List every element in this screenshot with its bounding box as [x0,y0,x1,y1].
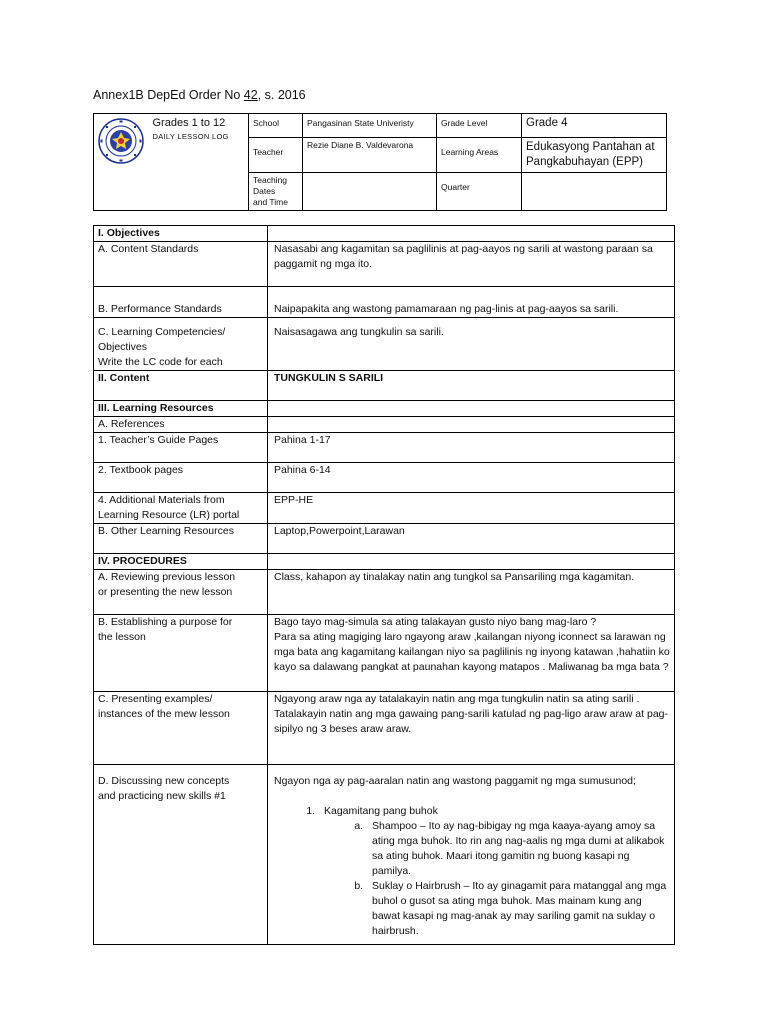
teaching-dates-label [249,173,303,211]
table-row [94,493,675,524]
table-row [94,226,675,242]
discussing-intro: Ngayon nga ay pag-aaralan natin ang wastong paggamit ng mga sumusunod; [274,775,636,787]
discussing-line-1: D. Discussing new concepts [98,775,230,787]
other-resources-label: B. Other Learning Resources [94,524,268,554]
teachers-guide-value: Pahina 1-17 [268,433,675,463]
daily-lesson-log-label: DAILY LESSON LOG [152,132,229,141]
objectives-heading: I. Objectives [94,226,268,242]
order-number: 42 [243,88,258,102]
presenting-label [94,692,268,765]
additional-materials-line-1: 4. Additional Materials from [98,494,225,506]
discussing-line-2: and practicing new skills #1 [98,790,226,802]
school-value: Pangasinan State Univeristy [303,114,437,138]
competencies-line-1: C. Learning Competencies/ [98,326,226,338]
teacher-value: Rezie Diane B. Valdevarona [303,138,437,173]
content-standards-label: A. Content Standards [94,242,268,287]
reviewing-value: Class, kahapon ay tinalakay natin ang tungkol sa Pansariling mga kagamitan. [268,570,675,615]
learning-areas-label: Learning Areas [437,138,522,173]
sub-list [324,819,670,939]
teacher-label: Teacher [249,138,303,173]
table-row [94,524,675,554]
textbook-label: 2. Textbook pages [94,463,268,493]
table-row [94,242,675,287]
table-row [94,463,675,493]
procedures-heading: IV. PROCEDURES [94,554,268,570]
table-row [94,692,675,765]
additional-materials-label [94,493,268,524]
school-label: School [249,114,303,138]
grade-level-label: Grade Level [437,114,522,138]
learning-areas-value: Edukasyong Pantahan at Pangkabuhayan (EPP) [522,138,667,173]
purpose-value-line-1: Bago tayo mag-simula sa ating talakayan gusto niyo bang mag-laro ? [274,616,597,628]
teaching-label-line-1: Teaching [253,175,288,185]
deped-seal-icon [98,118,144,164]
textbook-value: Pahina 6-14 [268,463,675,493]
teaching-dates-value [303,173,437,211]
purpose-value [268,615,675,692]
list-item-label: Kagamitang pang buhok [324,805,438,817]
grades-cell [151,114,249,211]
table-row [94,371,675,401]
learning-competencies-label [94,318,268,371]
quarter-value [522,173,667,211]
list-item: b. Suklay o Hairbrush – Ito ay ginagamit para matanggal ang mga buhol o gusot sa ating mga buhok. Mas mainam kung ang bawat kasapi ng mag-anak ay may sariling gamit na suklay o hairbrush. [366,879,670,939]
discussing-label [94,765,268,945]
list-item: a. Shampoo – Ito ay nag-bibigay ng mga kaaya-ayang amoy sa ating mga buhok. Ito rin ang nag-aalis ng mga dumi at alikabok sa ating buhok. Maari itong gamitin ng buong kasapi ng pamilya. [366,819,670,879]
reviewing-label [94,570,268,615]
list-item [318,804,670,939]
table-row [94,401,675,417]
table-row [94,615,675,692]
competencies-line-2: Objectives [98,341,148,353]
presenting-line-2: instances of the mew lesson [98,708,230,720]
performance-standards-value: Naipapakita ang wastong pamamaraan ng pag-linis at pag-aayos sa sarili. [268,287,675,318]
purpose-line-1: B. Establishing a purpose for [98,616,233,628]
reviewing-line-1: A. Reviewing previous lesson [98,571,236,583]
learning-competencies-value: Naisasagawa ang tungkulin sa sarili. [268,318,675,371]
learning-resources-heading: III. Learning Resources [94,401,268,417]
references-label: A. References [94,417,268,433]
purpose-line-2: the lesson [98,631,146,643]
teaching-label-line-3: and Time [253,197,288,207]
table-row [94,765,675,945]
discussing-value [268,765,675,945]
numbered-list [274,804,670,939]
page-title [93,88,306,102]
table-row [94,570,675,615]
purpose-value-line-2: Para sa ating magiging laro ngayong araw ,kailangan niyong iconnect sa larawan ng mga bata ang kagamitang kailangan niyo sa paglilinis ng inyong katawan ,hahatiin ko kayo sa dalawang pangkat at paunahan kayong matapos . Maliwanag ba mga bata ? [274,631,670,673]
grade-level-value: Grade 4 [522,114,667,138]
competencies-line-3: Write the LC code for each [98,356,223,368]
content-value: TUNGKULIN S SARILI [268,371,675,401]
teaching-label-line-2: Dates [253,186,276,196]
performance-standards-label: B. Performance Standards [94,287,268,318]
annex-prefix: Annex1B DepEd Order No [93,88,244,102]
lesson-plan-table [93,225,675,945]
table-row [94,417,675,433]
header-table [93,113,667,211]
content-standards-value: Nasasabi ang kagamitan sa paglilinis at pag-aayos ng sarili at wastong paraan sa paggamit ng mga ito. [268,242,675,287]
table-row [94,433,675,463]
grades-label: Grades 1 to 12 [152,117,226,129]
table-row [94,554,675,570]
presenting-value: Ngayong araw nga ay tatalakayin natin ang mga tungkulin natin sa ating sarili . Tatalakayin natin ang mga gawaing pang-sarili katulad ng pag-ligo araw araw at pag-sipilyo ng 3 beses araw araw. [268,692,675,765]
additional-materials-value: EPP-HE [268,493,675,524]
teachers-guide-label: 1. Teacher’s Guide Pages [94,433,268,463]
presenting-line-1: C. Presenting examples/ [98,693,213,705]
quarter-label: Quarter [437,173,522,211]
reviewing-line-2: or presenting the new lesson [98,586,233,598]
annex-suffix: , s. 2016 [257,88,306,102]
table-row [94,287,675,318]
content-heading: II. Content [94,371,268,401]
table-row [94,318,675,371]
deped-seal-cell [94,114,151,211]
other-resources-value: Laptop,Powerpoint,Larawan [268,524,675,554]
additional-materials-line-2: Learning Resource (LR) portal [98,509,240,521]
purpose-label [94,615,268,692]
